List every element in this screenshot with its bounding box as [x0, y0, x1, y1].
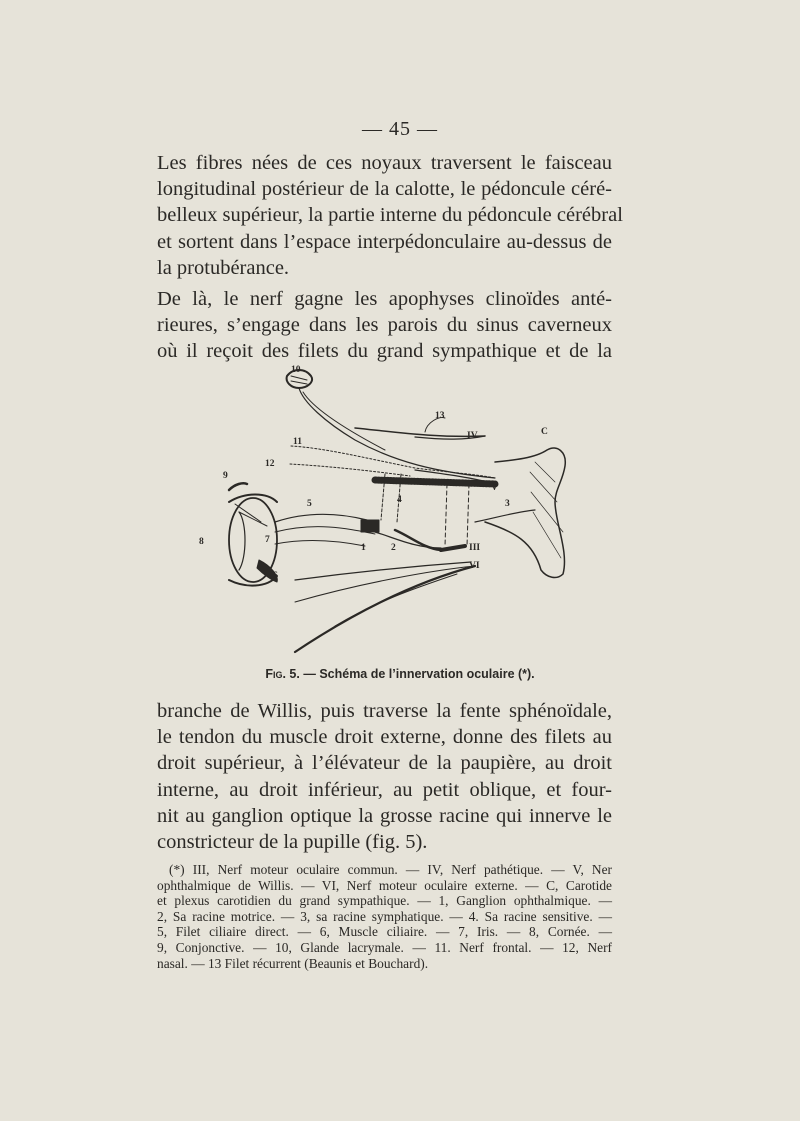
- label-10: 10: [291, 365, 301, 375]
- iris-shading: [235, 504, 267, 526]
- ophthalmic-ganglion-shape: [361, 520, 379, 532]
- label-12: 12: [265, 459, 275, 469]
- label-2: 2: [391, 543, 396, 553]
- figure-labels: [199, 365, 548, 581]
- paragraph-3: [157, 698, 612, 855]
- footnote-line: 5, Filet ciliaire direct. — 6, Muscle ciliaire. — 7, Iris. — 8, Cornée. —: [157, 924, 612, 940]
- text-line: branche de Willis, puis traverse la fente sphénoïdale,: [157, 700, 612, 722]
- text-line: interne, au droit inférieur, au petit oblique, et four-: [157, 778, 612, 801]
- label-8: 8: [199, 537, 204, 547]
- page-number: — 45 —: [362, 118, 438, 140]
- footnote-line: 2, Sa racine motrice. — 3, sa racine symphatique. — 4. Sa racine sensitive. —: [157, 908, 612, 924]
- paragraph-1: [157, 150, 623, 281]
- footnote: [157, 862, 612, 971]
- figure-caption-label: Fig. 5.: [265, 667, 300, 681]
- frontal-nerve-line: [355, 428, 485, 436]
- motor-root-line: [395, 530, 441, 550]
- text-line: longitudinal postérieur de la calotte, le pédoncule céré-: [157, 178, 612, 201]
- footnote-line: nasal. — 13 Filet récurrent (Beaunis et Bouchard).: [157, 955, 429, 971]
- label-iv: IV: [467, 431, 478, 441]
- label-c: C: [541, 427, 548, 437]
- figure-caption: [0, 667, 800, 681]
- footnote-line: (*) III, Nerf moteur oculaire commun. — IV, Nerf pathétique. — V, Ner: [169, 862, 612, 877]
- label-vi: VI: [469, 561, 480, 571]
- label-11: 11: [293, 437, 302, 447]
- footnote-line: ophthalmique de Willis. — VI, Nerf moteur oculaire externe. — C, Carotide: [157, 877, 612, 893]
- paragraph-2: [157, 286, 612, 365]
- text-line: droit supérieur, à l’élévateur de la paupière, au droit: [157, 752, 612, 775]
- label-v: V: [491, 483, 498, 493]
- label-9: 9: [223, 471, 228, 481]
- text-line: constricteur de la pupille (fig. 5).: [157, 831, 428, 854]
- nasal-nerve-line: [290, 464, 410, 476]
- footnote-line: 9, Conjonctive. — 10, Glande lacrymale. — 11. Nerf frontal. — 12, Nerf: [157, 939, 612, 955]
- footnote-line: et plexus carotidien du grand sympathique. — 1, Ganglion ophthalmique. —: [157, 893, 612, 909]
- label-5: 5: [307, 499, 312, 509]
- text-line: où il reçoit des filets du grand sympathique et de la: [157, 340, 612, 363]
- text-line: Les fibres nées de ces noyaux traversent le faisceau: [157, 152, 612, 174]
- label-7: 7: [265, 535, 270, 545]
- text-line: le tendon du muscle droit externe, donne des filets au: [157, 726, 612, 749]
- text-line: nit au ganglion optique la grosse racine qui innerve le: [157, 804, 612, 827]
- text-line: la protubérance.: [157, 256, 290, 279]
- text-line: De là, le nerf gagne les apophyses clinoïdes anté-: [157, 288, 612, 310]
- text-line: rieures, s’engage dans les parois du sinus caverneux: [157, 314, 612, 337]
- lower-nerve-line: [295, 566, 475, 652]
- text-line: belleux supérieur, la partie interne du pédoncule cérébral: [157, 204, 623, 227]
- label-4: 4: [397, 495, 402, 505]
- text-line: et sortent dans l’espace interpédonculaire au-dessus de: [157, 230, 612, 253]
- figure-caption-text: — Schéma de l’innervation oculaire (*).: [303, 667, 535, 681]
- label-iii: III: [469, 543, 481, 553]
- label-1: 1: [361, 543, 366, 553]
- label-13: 13: [435, 411, 445, 421]
- nerve-diagram: [195, 362, 585, 662]
- carotid-artery: [485, 448, 565, 578]
- label-6: 6: [273, 571, 278, 581]
- ophthalmic-nerve-band: [375, 480, 495, 484]
- ciliary-nerve-line: [275, 514, 367, 522]
- ocular-innervation-figure: [195, 362, 585, 662]
- label-3: 3: [505, 499, 510, 509]
